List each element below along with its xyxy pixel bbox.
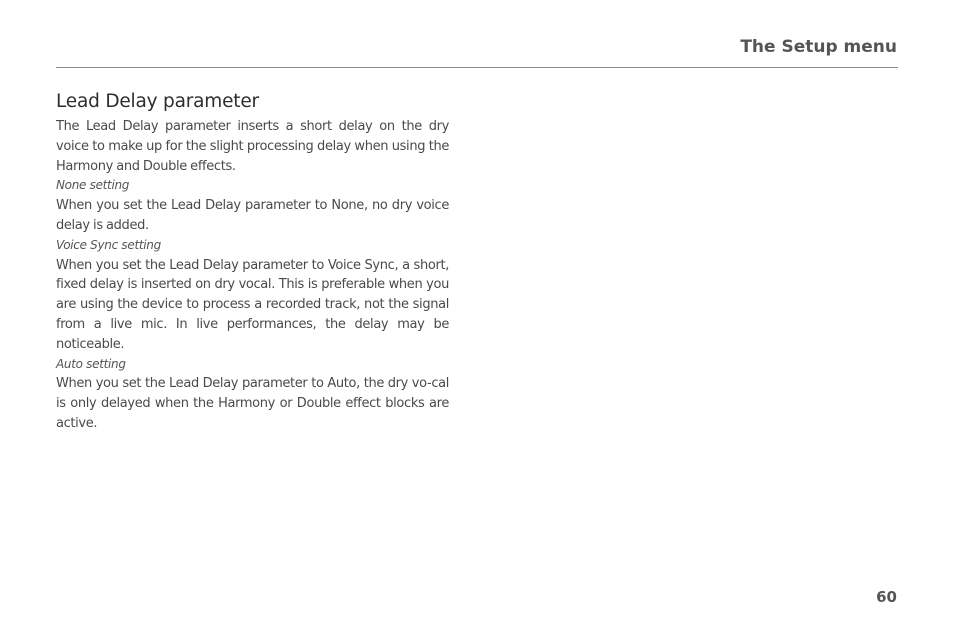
- subheading-auto-setting: Auto setting: [56, 356, 126, 371]
- intro-paragraph: The Lead Delay parameter inserts a short delay on the dry voice to make up for the slight processing delay when using the Harmony and Double effects.: [56, 119, 449, 174]
- subheading-none-setting: None setting: [56, 178, 130, 193]
- running-header: The Setup menu: [740, 37, 897, 57]
- section-title: Lead Delay parameter: [56, 91, 259, 112]
- header-divider: [56, 67, 898, 68]
- paragraph-voice-sync-setting: When you set the Lead Delay parameter to Voice Sync, a short, fixed delay is inserted on dry vocal. This is preferable when you are using the device to process a recorded track, not the signal from a live mic. In live performances, the delay may be noticeable.: [56, 257, 449, 352]
- page-number: 60: [876, 588, 897, 606]
- subheading-voice-sync-setting: Voice Sync setting: [56, 237, 161, 252]
- main-content: [56, 90, 449, 434]
- paragraph-auto-setting: When you set the Lead Delay parameter to Auto, the dry vo-cal is only delayed when the Harmony or Double effect blocks are active.: [56, 376, 449, 431]
- paragraph-none-setting: When you set the Lead Delay parameter to None, no dry voice delay is added.: [56, 198, 449, 233]
